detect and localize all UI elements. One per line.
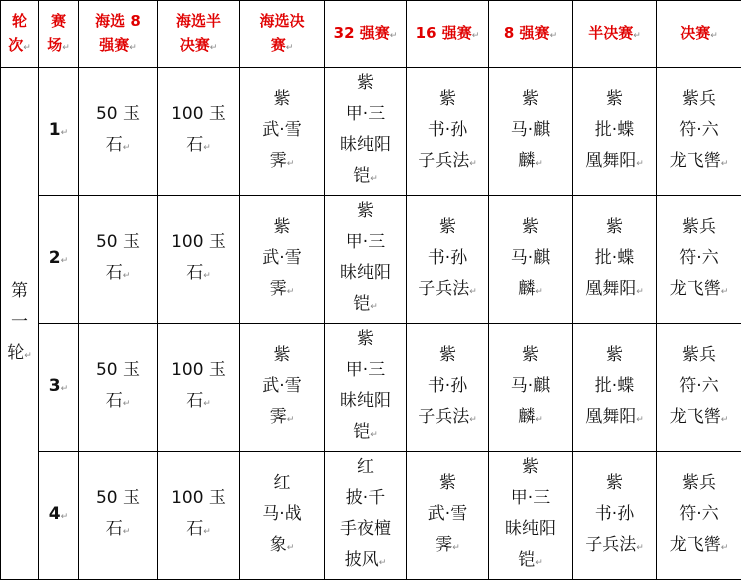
cell-text: 霁 (269, 406, 287, 427)
paragraph-mark: ↵ (535, 158, 543, 169)
cell-text: 石 (186, 135, 204, 155)
paragraph-mark: ↵ (209, 42, 218, 53)
cell-text: 2 (48, 247, 61, 268)
cell-text-line: 紫 (522, 216, 539, 237)
cell-text-line: 紫 (357, 329, 374, 349)
cell-f (657, 196, 741, 324)
cell-text-line: 符·六 (679, 119, 719, 140)
cell-text-line: 紫 (273, 344, 291, 365)
cell-text-line (240, 274, 324, 308)
cell-text-line: 甲·三 (510, 488, 551, 508)
cell-text: 决赛 (680, 23, 711, 42)
cell-text-line: 批·蝶 (594, 119, 635, 140)
cell-top8 (79, 68, 158, 196)
paragraph-mark: ↵ (710, 30, 718, 41)
cell-text-line: 100 玉 (171, 104, 226, 124)
cell-text-line: 紫兵 (682, 472, 716, 493)
paragraph-mark: ↵ (469, 286, 477, 297)
cell-text-line: 一 (11, 311, 28, 332)
cell-text-line: 书·孙 (594, 503, 635, 524)
paragraph-mark: ↵ (286, 414, 295, 425)
paragraph-mark: ↵ (24, 350, 32, 361)
cell-text-line (407, 146, 488, 180)
cell-r32 (325, 196, 407, 324)
paragraph-mark: ↵ (720, 158, 729, 169)
table-row (1, 196, 741, 324)
cell-text-line (573, 402, 656, 436)
paragraph-mark: ↵ (636, 414, 644, 425)
table-row (1, 68, 741, 196)
cell-final (240, 324, 325, 452)
cell-r16 (407, 196, 489, 324)
cell-text-line (39, 33, 78, 60)
cell-text-line: 海选半 (175, 11, 221, 30)
cell-text: 龙飞辔 (669, 278, 721, 299)
cell-text-line: 昧纯阳 (505, 519, 556, 539)
cell-text-line: 50 玉 (95, 360, 141, 380)
cell-text-line: 紫兵 (682, 88, 716, 109)
cell-text: 石 (186, 263, 204, 283)
cell-text-line: 紫 (439, 88, 456, 109)
cell-text-line: 红 (273, 472, 291, 493)
header-f (657, 1, 741, 68)
paragraph-mark: ↵ (122, 527, 131, 537)
cell-text-line: 符·六 (679, 375, 719, 396)
header-semi (158, 1, 240, 68)
cell-text-line: 100 玉 (171, 488, 226, 508)
cell-text: 32 强赛 (333, 23, 390, 42)
cell-text-line (240, 530, 324, 564)
cell-text-line (158, 386, 239, 420)
paragraph-mark: ↵ (389, 30, 398, 41)
cell-text-line: 甲·三 (345, 232, 386, 252)
paragraph-mark: ↵ (471, 30, 480, 41)
cell-text-line: 符·六 (679, 503, 719, 524)
cell-text-line: 红 (357, 457, 374, 477)
cell-r8 (489, 196, 573, 324)
cell-text-line: 马·麒 (510, 119, 551, 140)
paragraph-mark: ↵ (122, 143, 131, 153)
paragraph-mark: ↵ (203, 143, 211, 153)
cell-text-line: 紫 (606, 344, 623, 365)
cell-text-line (657, 21, 741, 48)
cell-text-line: 紫 (606, 472, 623, 493)
cell-text: 1 (48, 119, 61, 140)
paragraph-mark: ↵ (286, 158, 295, 169)
header-r8 (489, 1, 573, 68)
cell-r8 (489, 452, 573, 580)
cell-text: 霁 (269, 150, 287, 171)
cell-text-line (79, 514, 157, 548)
cell-sf (573, 68, 657, 196)
paragraph-mark: ↵ (469, 158, 477, 169)
paragraph-mark: ↵ (286, 286, 295, 297)
cell-f (657, 68, 741, 196)
cell-r16 (407, 68, 489, 196)
cell-text-line: 马·战 (262, 503, 302, 524)
paragraph-mark: ↵ (535, 414, 543, 425)
cell-text-line: 昧纯阳 (340, 391, 391, 411)
cell-text-line: 100 玉 (171, 232, 226, 252)
cell-text: 3 (48, 375, 61, 396)
cell-text: 霁 (269, 278, 287, 299)
cell-semi (158, 452, 240, 580)
paragraph-mark: ↵ (286, 542, 295, 553)
cell-text-line (573, 274, 656, 308)
cell-text: 决赛 (179, 35, 210, 54)
cell-text-line (573, 530, 656, 564)
match-number (39, 452, 79, 580)
cell-top8 (79, 324, 158, 452)
cell-text-line: 批·蝶 (594, 375, 635, 396)
cell-text-line (39, 115, 78, 149)
cell-text-line (573, 21, 656, 48)
cell-text-line (79, 258, 157, 292)
cell-text: 石 (186, 391, 204, 411)
cell-text-line: 马·麒 (510, 375, 551, 396)
header-sf (573, 1, 657, 68)
cell-text-line (240, 146, 324, 180)
cell-text-line: 紫 (439, 344, 456, 365)
cell-text-line (158, 258, 239, 292)
cell-text-line: 赛 (50, 11, 66, 30)
cell-text-line (79, 33, 157, 60)
cell-text-line: 紫 (606, 216, 623, 237)
paragraph-mark: ↵ (469, 414, 477, 425)
cell-text-line: 书·孙 (427, 119, 468, 140)
cell-text-line: 甲·三 (345, 104, 386, 124)
cell-text: 披风 (344, 550, 379, 570)
cell-text-line (1, 33, 38, 60)
cell-text-line: 紫 (357, 201, 374, 221)
cell-text: 子兵法 (418, 406, 470, 427)
paragraph-mark: ↵ (370, 302, 378, 312)
cell-text-line: 紫兵 (682, 216, 716, 237)
paragraph-mark: ↵ (549, 30, 558, 41)
cell-text-line: 昧纯阳 (340, 135, 391, 155)
cell-text-line: 第 (11, 280, 28, 301)
cell-text-line (407, 402, 488, 436)
cell-text: 石 (186, 519, 204, 539)
cell-sf (573, 196, 657, 324)
header-r32 (325, 1, 407, 68)
round-label-cell (1, 68, 39, 580)
cell-text: 4 (48, 503, 61, 524)
cell-text-line (79, 130, 157, 164)
match-number (39, 324, 79, 452)
cell-text-line (489, 146, 572, 180)
paragraph-mark: ↵ (370, 174, 378, 184)
cell-text-line (158, 514, 239, 548)
cell-text-line: 武·雪 (427, 503, 468, 524)
cell-text-line (407, 274, 488, 308)
cell-text: 场 (47, 35, 63, 54)
cell-text: 龙飞辔 (669, 150, 721, 171)
paragraph-mark: ↵ (23, 42, 31, 53)
cell-text-line: 紫 (357, 73, 374, 93)
cell-text: 子兵法 (585, 534, 637, 555)
table-row (1, 324, 741, 452)
paragraph-mark: ↵ (370, 430, 378, 440)
cell-text: 次 (8, 35, 24, 54)
paragraph-mark: ↵ (636, 158, 644, 169)
header-r16 (407, 1, 489, 68)
cell-top8 (79, 452, 158, 580)
cell-sf (573, 324, 657, 452)
cell-text: 子兵法 (418, 150, 470, 171)
cell-text-line: 紫 (439, 216, 456, 237)
cell-text: 龙飞辔 (669, 406, 721, 427)
paragraph-mark: ↵ (636, 286, 644, 297)
paragraph-mark: ↵ (535, 286, 543, 297)
cell-r8 (489, 68, 573, 196)
cell-text-line (1, 338, 38, 372)
cell-text-line (657, 530, 741, 564)
header-match (39, 1, 79, 68)
cell-text-line (325, 161, 406, 195)
cell-text: 凰舞阳 (585, 278, 637, 299)
cell-text-line (325, 417, 406, 451)
cell-semi (158, 196, 240, 324)
cell-text: 石 (105, 519, 123, 539)
paragraph-mark: ↵ (720, 286, 729, 297)
paragraph-mark: ↵ (203, 527, 211, 537)
cell-text: 石 (105, 263, 123, 283)
cell-text-line: 紫 (522, 344, 539, 365)
cell-text: 凰舞阳 (585, 150, 637, 171)
cell-text: 麟 (518, 150, 536, 171)
match-number (39, 68, 79, 196)
cell-text-line: 昧纯阳 (340, 263, 391, 283)
paragraph-mark: ↵ (633, 30, 641, 41)
cell-r16 (407, 324, 489, 452)
cell-text-line (407, 530, 488, 564)
paragraph-mark: ↵ (62, 42, 70, 53)
paragraph-mark: ↵ (129, 42, 137, 53)
header-row (1, 1, 741, 68)
cell-r32 (325, 324, 407, 452)
cell-text-line (39, 243, 78, 277)
cell-final (240, 452, 325, 580)
cell-text-line (79, 386, 157, 420)
cell-text: 赛 (270, 35, 286, 54)
cell-text-line (657, 402, 741, 436)
paragraph-mark: ↵ (122, 399, 131, 409)
cell-text-line: 甲·三 (345, 360, 386, 380)
cell-text-line: 紫 (439, 472, 456, 493)
cell-top8 (79, 196, 158, 324)
cell-text-line (39, 371, 78, 405)
cell-text: 麟 (518, 278, 536, 299)
cell-text-line (39, 499, 78, 533)
cell-text-line: 海选决 (259, 11, 305, 30)
cell-text-line: 符·六 (679, 247, 719, 268)
cell-text: 石 (105, 391, 123, 411)
cell-text-line (325, 21, 406, 48)
cell-text-line (489, 274, 572, 308)
cell-text-line (489, 21, 572, 48)
cell-text-line (158, 33, 239, 60)
header-final (240, 1, 325, 68)
cell-text-line: 50 玉 (95, 488, 141, 508)
cell-sf (573, 452, 657, 580)
header-round (1, 1, 39, 68)
cell-r32 (325, 68, 407, 196)
cell-text: 子兵法 (418, 278, 470, 299)
cell-text-line: 披·千 (345, 488, 386, 508)
cell-text-line: 手夜檀 (340, 519, 391, 539)
cell-text-line: 武·雪 (262, 247, 302, 268)
cell-text: 铠 (518, 550, 536, 570)
paragraph-mark: ↵ (378, 558, 387, 568)
cell-text-line (325, 545, 406, 579)
cell-text-line: 轮 (11, 11, 27, 30)
cell-text-line (240, 402, 324, 436)
paragraph-mark: ↵ (60, 511, 69, 522)
cell-text-line: 紫 (522, 88, 539, 109)
cell-text-line: 马·麒 (510, 247, 551, 268)
cell-text-line: 武·雪 (262, 375, 302, 396)
cell-text: 象 (269, 534, 287, 555)
cell-text-line (657, 274, 741, 308)
paragraph-mark: ↵ (122, 271, 131, 281)
cell-text-line (158, 130, 239, 164)
cell-text: 16 强赛 (415, 23, 472, 42)
cell-semi (158, 68, 240, 196)
cell-text-line: 批·蝶 (594, 247, 635, 268)
cell-text-line: 紫 (273, 216, 291, 237)
cell-r16 (407, 452, 489, 580)
paragraph-mark: ↵ (60, 383, 69, 394)
cell-text-line: 50 玉 (95, 232, 141, 252)
cell-text: 铠 (353, 166, 371, 186)
cell-text: 石 (105, 135, 123, 155)
cell-text-line (573, 146, 656, 180)
paragraph-mark: ↵ (203, 271, 211, 281)
cell-text-line (407, 21, 488, 48)
cell-text-line (489, 545, 572, 579)
paragraph-mark: ↵ (203, 399, 211, 409)
cell-text-line (325, 289, 406, 323)
paragraph-mark: ↵ (720, 542, 729, 553)
cell-f (657, 324, 741, 452)
paragraph-mark: ↵ (720, 414, 729, 425)
paragraph-mark: ↵ (636, 542, 644, 553)
cell-text-line: 100 玉 (171, 360, 226, 380)
cell-final (240, 196, 325, 324)
cell-f (657, 452, 741, 580)
paragraph-mark: ↵ (452, 542, 460, 553)
cell-text-line: 紫兵 (682, 344, 716, 365)
table-row (1, 452, 741, 580)
cell-text-line: 紫 (273, 88, 291, 109)
cell-semi (158, 324, 240, 452)
cell-text: 龙飞辔 (669, 534, 721, 555)
cell-text: 麟 (518, 406, 536, 427)
cell-text: 铠 (353, 422, 371, 442)
cell-text-line (489, 402, 572, 436)
cell-text-line (657, 146, 741, 180)
cell-r8 (489, 324, 573, 452)
cell-text: 强赛 (99, 35, 130, 54)
cell-text-line: 书·孙 (427, 247, 468, 268)
cell-final (240, 68, 325, 196)
cell-text-line: 书·孙 (427, 375, 468, 396)
cell-text-line: 50 玉 (95, 104, 141, 124)
paragraph-mark: ↵ (285, 42, 294, 53)
paragraph-mark: ↵ (535, 558, 543, 568)
cell-text: 轮 (7, 342, 25, 363)
header-top8 (79, 1, 158, 68)
cell-text-line (240, 33, 324, 60)
cell-text: 8 强赛 (503, 23, 550, 42)
cell-text-line: 海选 8 (95, 11, 141, 30)
cell-text: 半决赛 (588, 23, 634, 42)
cell-text-line: 武·雪 (262, 119, 302, 140)
cell-text: 霁 (435, 534, 453, 555)
cell-r32 (325, 452, 407, 580)
cell-text-line: 紫 (606, 88, 623, 109)
cell-text: 铠 (353, 294, 371, 314)
cell-text: 凰舞阳 (585, 406, 637, 427)
cell-text-line: 紫 (522, 457, 539, 477)
paragraph-mark: ↵ (60, 127, 69, 138)
paragraph-mark: ↵ (60, 255, 69, 266)
match-number (39, 196, 79, 324)
